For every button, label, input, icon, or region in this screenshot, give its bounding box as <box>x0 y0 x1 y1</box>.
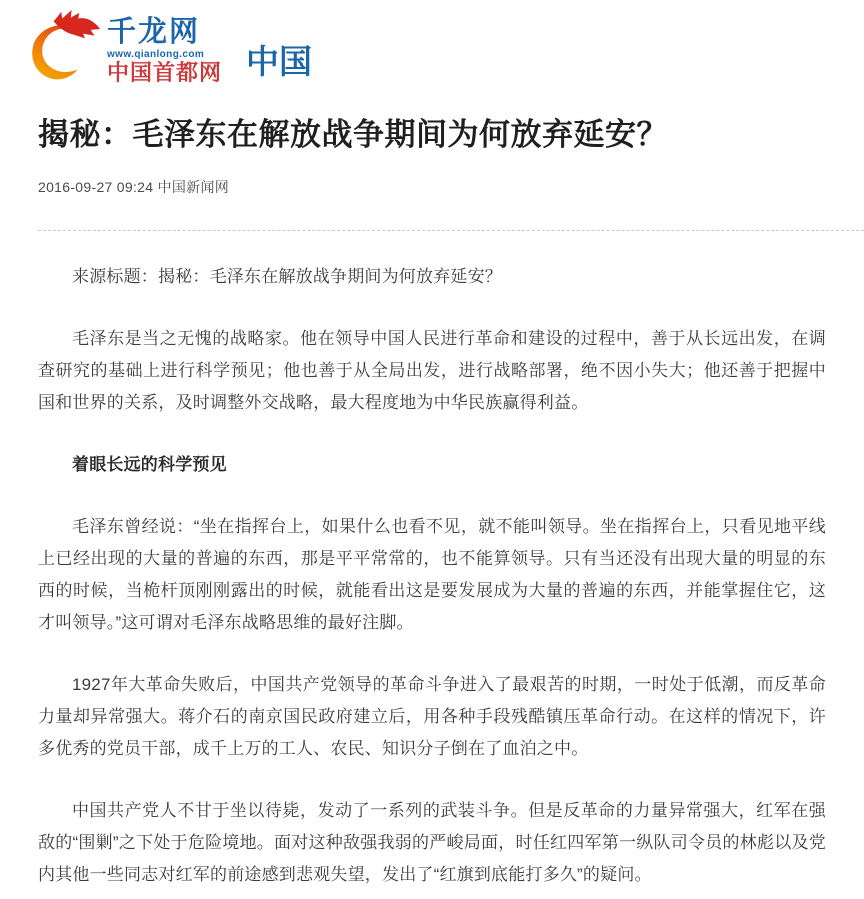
paragraph: 中国共产党人不甘于坐以待毙，发动了一系列的武装斗争。但是反革命的力量异常强大，红军在强敌的“围剿”之下处于危险境地。面对这种敌强我弱的严峻局面，时任红四军第一纵队司令员的林彪以及党内其他一些同志对红军的前途感到悲观失望，发出了“红旗到底能打多久”的疑问。 <box>38 800 826 884</box>
paragraph: 毛泽东是当之无愧的战略家。他在领导中国人民进行革命和建设的过程中，善于从长远出发，在调查研究的基础上进行科学预见；他也善于从全局出发，进行战略部署，绝不因小失大；他还善于把握中国和世界的关系，及时调整外交战略，最大程度地为中华民族赢得利益。 <box>38 328 826 412</box>
divider <box>38 230 864 231</box>
article-meta <box>38 177 826 197</box>
channel-label[interactable]: 中国 <box>246 43 313 80</box>
logo-text <box>107 18 222 84</box>
article-title: 揭秘：毛泽东在解放战争期间为何放弃延安？ <box>38 117 668 152</box>
site-name: 千龙网 <box>107 16 201 48</box>
article-source: 中国新闻网 <box>157 178 230 195</box>
site-url: www.qianlong.com <box>107 49 205 60</box>
dragon-icon <box>30 7 102 85</box>
site-subtitle: 中国首都网 <box>107 60 223 85</box>
section-subheading: 着眼长远的科学预见 <box>72 454 227 474</box>
article-date: 2016-09-27 09:24 <box>38 178 154 195</box>
article-header <box>0 114 864 197</box>
paragraph: 1927年大革命失败后，中国共产党领导的革命斗争进入了最艰苦的时期，一时处于低潮，而反革命力量却异常强大。蒋介石的南京国民政府建立后，用各种手段残酷镇压革命行动。在这样的情况下，许多优秀的党员干部，成千上万的工人、农民、知识分子倒在了血泊之中。 <box>38 674 826 758</box>
qianlong-logo[interactable] <box>30 7 222 85</box>
article-body <box>0 261 864 899</box>
site-header <box>0 0 864 92</box>
paragraph-source-title: 来源标题：揭秘：毛泽东在解放战争期间为何放弃延安？ <box>72 266 502 286</box>
paragraph: 毛泽东曾经说：“坐在指挥台上，如果什么也看不见，就不能叫领导。坐在指挥台上，只看见地平线上已经出现的大量的普遍的东西，那是平平常常的，也不能算领导。只有当还没有出现大量的明显的东西的时候，当桅杆顶刚刚露出的时候，就能看出这是要发展成为大量的普遍的东西，并能掌握住它，这才叫领导。”这可谓对毛泽东战略思维的最好注脚。 <box>38 516 826 632</box>
